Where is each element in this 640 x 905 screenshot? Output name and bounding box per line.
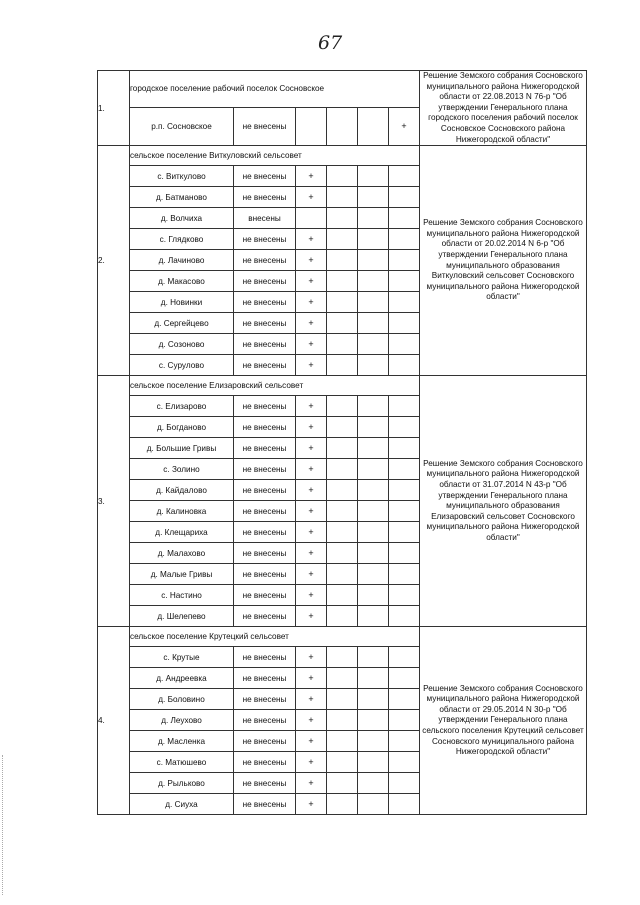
page-number: 67: [318, 32, 343, 54]
approval-decision: Решение Земского собрания Сосновского муниципального района Нижегородской области от 22.08.2013 N 76-р "Об утверждении Генерального плана городского поселения рабочий поселок Сосновское Сосновского района Нижегородской области": [420, 71, 587, 146]
mark-cell: [327, 794, 358, 815]
locality-name: д. Леухово: [130, 710, 234, 731]
mark-cell: [327, 250, 358, 271]
mark-cell: [358, 689, 389, 710]
section-header-row: [98, 627, 587, 647]
locality-name: д. Созоново: [130, 334, 234, 355]
mark-cell: +: [296, 229, 327, 250]
mark-cell: [358, 543, 389, 564]
changes-status: не внесены: [234, 731, 296, 752]
changes-status: не внесены: [234, 773, 296, 794]
mark-cell: +: [296, 606, 327, 627]
locality-name: д. Боловино: [130, 689, 234, 710]
changes-status: не внесены: [234, 710, 296, 731]
mark-cell: [358, 355, 389, 376]
settlement-title: сельское поселение Елизаровский сельсовет: [130, 376, 420, 396]
mark-cell: +: [296, 564, 327, 585]
mark-cell: [358, 208, 389, 229]
mark-cell: [389, 208, 420, 229]
mark-cell: [389, 501, 420, 522]
mark-cell: [327, 208, 358, 229]
changes-status: не внесены: [234, 250, 296, 271]
locality-name: д. Богданово: [130, 417, 234, 438]
locality-name: д. Малые Гривы: [130, 564, 234, 585]
locality-name: д. Макасово: [130, 271, 234, 292]
mark-cell: [358, 107, 389, 146]
mark-cell: +: [296, 396, 327, 417]
changes-status: не внесены: [234, 522, 296, 543]
mark-cell: [327, 313, 358, 334]
settlement-title: городское поселение рабочий поселок Сосновское: [130, 71, 420, 108]
changes-status: не внесены: [234, 543, 296, 564]
general-plans-table: [97, 70, 587, 815]
mark-cell: [327, 229, 358, 250]
mark-cell: [327, 668, 358, 689]
changes-status: не внесены: [234, 107, 296, 146]
changes-status: не внесены: [234, 459, 296, 480]
mark-cell: [327, 271, 358, 292]
mark-cell: +: [296, 794, 327, 815]
changes-status: не внесены: [234, 187, 296, 208]
locality-name: д. Масленка: [130, 731, 234, 752]
mark-cell: +: [296, 166, 327, 187]
mark-cell: +: [296, 271, 327, 292]
mark-cell: [327, 107, 358, 146]
section-number: 3.: [98, 376, 130, 627]
mark-cell: [389, 250, 420, 271]
mark-cell: +: [296, 459, 327, 480]
changes-status: не внесены: [234, 334, 296, 355]
mark-cell: [358, 773, 389, 794]
mark-cell: [389, 752, 420, 773]
locality-name: д. Андреевка: [130, 668, 234, 689]
mark-cell: [389, 417, 420, 438]
changes-status: не внесены: [234, 271, 296, 292]
changes-status: не внесены: [234, 292, 296, 313]
locality-name: д. Большие Гривы: [130, 438, 234, 459]
mark-cell: [389, 794, 420, 815]
mark-cell: [389, 396, 420, 417]
mark-cell: [327, 731, 358, 752]
mark-cell: +: [296, 522, 327, 543]
mark-cell: [327, 647, 358, 668]
changes-status: не внесены: [234, 564, 296, 585]
mark-cell: +: [296, 334, 327, 355]
mark-cell: +: [296, 773, 327, 794]
mark-cell: [358, 459, 389, 480]
changes-status: не внесены: [234, 501, 296, 522]
mark-cell: [389, 543, 420, 564]
section-number: 4.: [98, 627, 130, 815]
mark-cell: [327, 166, 358, 187]
mark-cell: [358, 606, 389, 627]
mark-cell: [389, 564, 420, 585]
locality-name: д. Сиуха: [130, 794, 234, 815]
mark-cell: [358, 187, 389, 208]
section-number: 1.: [98, 71, 130, 146]
mark-cell: [358, 752, 389, 773]
changes-status: не внесены: [234, 668, 296, 689]
locality-name: д. Лачиново: [130, 250, 234, 271]
mark-cell: [327, 438, 358, 459]
settlement-title: сельское поселение Крутецкий сельсовет: [130, 627, 420, 647]
mark-cell: +: [296, 543, 327, 564]
section-number: 2.: [98, 146, 130, 376]
changes-status: не внесены: [234, 229, 296, 250]
changes-status: не внесены: [234, 689, 296, 710]
changes-status: не внесены: [234, 585, 296, 606]
locality-name: д. Малахово: [130, 543, 234, 564]
mark-cell: [358, 668, 389, 689]
mark-cell: [327, 689, 358, 710]
mark-cell: [389, 166, 420, 187]
changes-status: не внесены: [234, 396, 296, 417]
mark-cell: [389, 773, 420, 794]
mark-cell: [389, 710, 420, 731]
changes-status: не внесены: [234, 752, 296, 773]
mark-cell: [327, 480, 358, 501]
mark-cell: +: [296, 668, 327, 689]
locality-name: с. Крутые: [130, 647, 234, 668]
locality-name: с. Виткулово: [130, 166, 234, 187]
changes-status: не внесены: [234, 480, 296, 501]
mark-cell: [389, 313, 420, 334]
scan-margin-marks: [2, 755, 4, 895]
mark-cell: [358, 334, 389, 355]
mark-cell: [358, 794, 389, 815]
mark-cell: [327, 187, 358, 208]
mark-cell: +: [296, 501, 327, 522]
locality-name: д. Рыльково: [130, 773, 234, 794]
mark-cell: [327, 355, 358, 376]
mark-cell: +: [296, 250, 327, 271]
changes-status: не внесены: [234, 355, 296, 376]
locality-name: с. Елизарово: [130, 396, 234, 417]
mark-cell: [327, 522, 358, 543]
mark-cell: [327, 710, 358, 731]
mark-cell: [389, 229, 420, 250]
section-header-row: [98, 71, 587, 108]
mark-cell: [389, 668, 420, 689]
mark-cell: [358, 250, 389, 271]
locality-name: с. Золино: [130, 459, 234, 480]
locality-name: с. Матюшево: [130, 752, 234, 773]
mark-cell: [389, 480, 420, 501]
mark-cell: +: [296, 752, 327, 773]
mark-cell: [358, 585, 389, 606]
mark-cell: [389, 355, 420, 376]
mark-cell: [358, 710, 389, 731]
mark-cell: [389, 585, 420, 606]
mark-cell: [358, 731, 389, 752]
mark-cell: [296, 208, 327, 229]
mark-cell: [389, 271, 420, 292]
mark-cell: +: [296, 710, 327, 731]
mark-cell: [389, 522, 420, 543]
mark-cell: [327, 459, 358, 480]
mark-cell: +: [296, 355, 327, 376]
mark-cell: +: [296, 292, 327, 313]
mark-cell: [358, 564, 389, 585]
mark-cell: [327, 585, 358, 606]
mark-cell: [327, 773, 358, 794]
changes-status: не внесены: [234, 647, 296, 668]
mark-cell: [327, 564, 358, 585]
mark-cell: +: [296, 187, 327, 208]
changes-status: не внесены: [234, 794, 296, 815]
mark-cell: [389, 647, 420, 668]
mark-cell: +: [389, 107, 420, 146]
mark-cell: [389, 606, 420, 627]
mark-cell: +: [296, 417, 327, 438]
mark-cell: [358, 396, 389, 417]
mark-cell: +: [296, 689, 327, 710]
changes-status: не внесены: [234, 438, 296, 459]
changes-status: не внесены: [234, 166, 296, 187]
section-header-row: [98, 376, 587, 396]
locality-name: д. Волчиха: [130, 208, 234, 229]
mark-cell: [358, 166, 389, 187]
approval-decision: Решение Земского собрания Сосновского муниципального района Нижегородской области от 29.05.2014 N 30-р "Об утверждении Генерального плана сельского поселения Крутецкий сельсовет Сосновского муниципального района Нижегородской области": [420, 627, 587, 815]
mark-cell: +: [296, 647, 327, 668]
mark-cell: [327, 606, 358, 627]
mark-cell: [389, 334, 420, 355]
mark-cell: +: [296, 585, 327, 606]
mark-cell: [389, 187, 420, 208]
mark-cell: [389, 459, 420, 480]
locality-name: д. Новинки: [130, 292, 234, 313]
locality-name: с. Глядково: [130, 229, 234, 250]
mark-cell: [358, 292, 389, 313]
locality-name: р.п. Сосновское: [130, 107, 234, 146]
locality-name: д. Клещариха: [130, 522, 234, 543]
mark-cell: [358, 647, 389, 668]
mark-cell: +: [296, 313, 327, 334]
mark-cell: [327, 501, 358, 522]
mark-cell: +: [296, 731, 327, 752]
mark-cell: [358, 438, 389, 459]
mark-cell: [358, 271, 389, 292]
changes-status: не внесены: [234, 606, 296, 627]
mark-cell: [327, 334, 358, 355]
locality-name: д. Сергейцево: [130, 313, 234, 334]
mark-cell: [389, 292, 420, 313]
mark-cell: [296, 107, 327, 146]
section-header-row: [98, 146, 587, 166]
locality-name: с. Сурулово: [130, 355, 234, 376]
changes-status: не внесены: [234, 313, 296, 334]
mark-cell: [327, 396, 358, 417]
locality-name: д. Батманово: [130, 187, 234, 208]
mark-cell: [358, 417, 389, 438]
mark-cell: [327, 292, 358, 313]
settlement-title: сельское поселение Виткуловский сельсовет: [130, 146, 420, 166]
locality-name: д. Шелепево: [130, 606, 234, 627]
mark-cell: [389, 689, 420, 710]
mark-cell: +: [296, 438, 327, 459]
mark-cell: [389, 438, 420, 459]
approval-decision: Решение Земского собрания Сосновского муниципального района Нижегородской области от 20.02.2014 N 6-р "Об утверждении Генерального плана муниципального образования Виткуловский сельсовет Сосновского муниципального района Нижегородской области": [420, 146, 587, 376]
locality-name: с. Настино: [130, 585, 234, 606]
mark-cell: [358, 313, 389, 334]
approval-decision: Решение Земского собрания Сосновского муниципального района Нижегородской области от 31.07.2014 N 43-р "Об утверждении Генерального плана муниципального образования Елизаровский сельсовет Сосновского муниципального района Нижегородской области": [420, 376, 587, 627]
mark-cell: [327, 417, 358, 438]
mark-cell: [327, 543, 358, 564]
mark-cell: [389, 731, 420, 752]
mark-cell: +: [296, 480, 327, 501]
mark-cell: [327, 752, 358, 773]
changes-status: не внесены: [234, 417, 296, 438]
mark-cell: [358, 480, 389, 501]
locality-name: д. Кайдалово: [130, 480, 234, 501]
mark-cell: [358, 229, 389, 250]
changes-status: внесены: [234, 208, 296, 229]
mark-cell: [358, 522, 389, 543]
mark-cell: [358, 501, 389, 522]
locality-name: д. Калиновка: [130, 501, 234, 522]
